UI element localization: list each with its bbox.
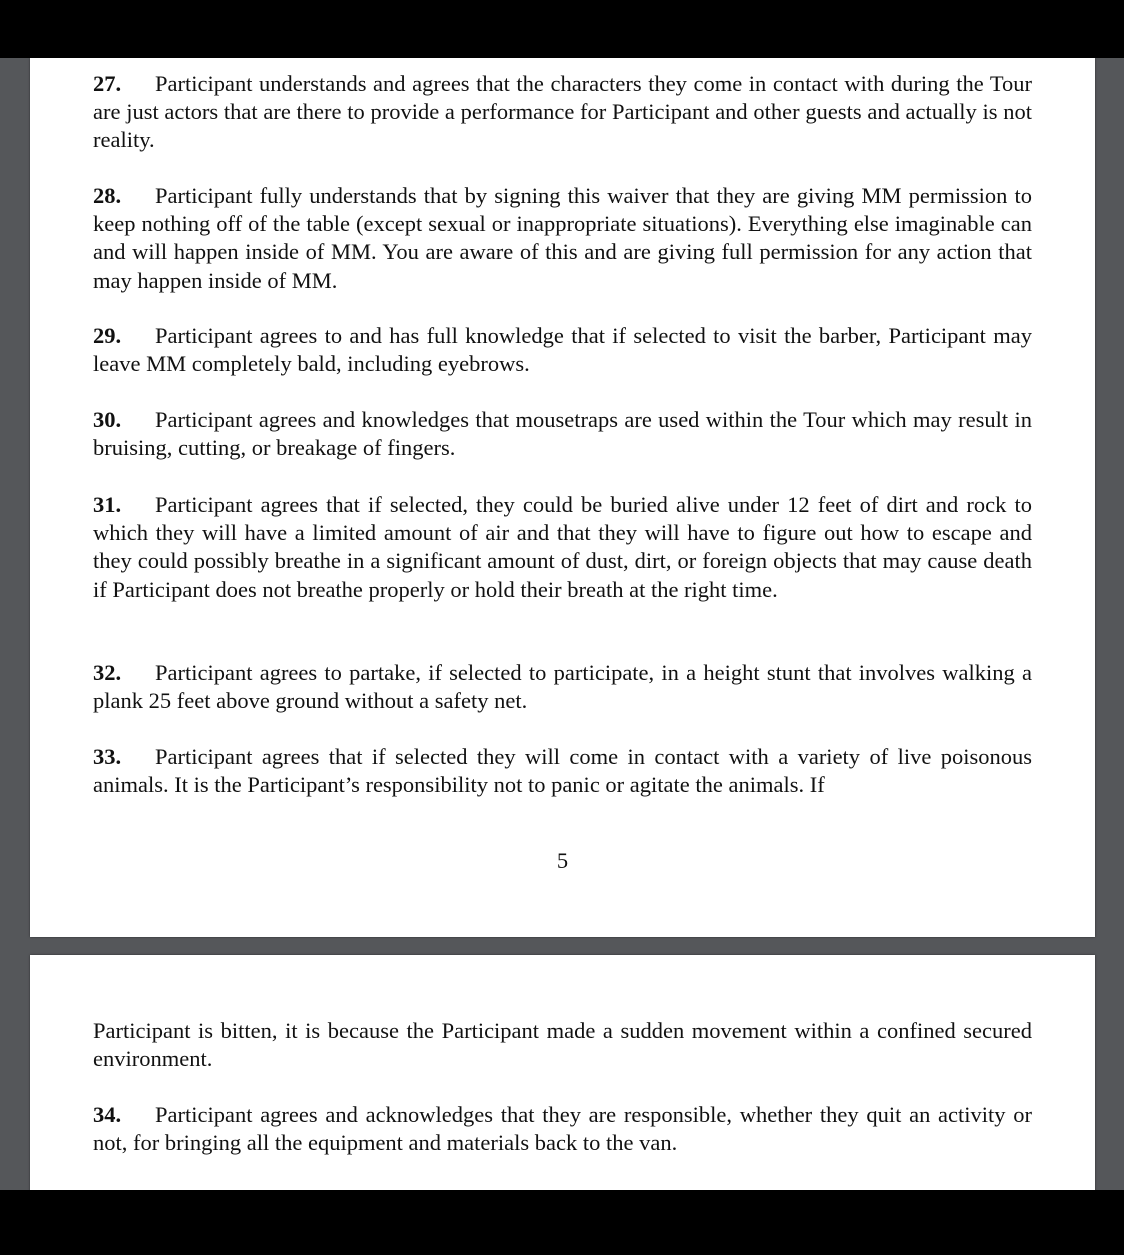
paragraph-number: 33.: [93, 744, 122, 769]
paragraph-30: [93, 406, 1032, 462]
document-viewer[interactable]: [0, 58, 1124, 1190]
paragraph-number: 28.: [93, 183, 122, 208]
paragraph-number: 27.: [93, 71, 122, 96]
paragraph-29: [93, 322, 1032, 378]
paragraph-28: [93, 182, 1032, 295]
paragraph-text: Participant agrees to and has full knowledge that if selected to visit the barber, Participant may leave MM completely bald, including eyebrows.: [93, 323, 1032, 377]
page-6: [30, 955, 1095, 1190]
paragraph-33: [93, 743, 1032, 799]
paragraph-text: Participant fully understands that by signing this waiver that they are giving MM permission to keep nothing off of the table (except sexual or inappropriate situations). Everything else imaginable can and will happen inside of MM. You are aware of this and are giving full permission for any action that may happen inside of MM.: [93, 183, 1032, 293]
paragraph-27: [93, 70, 1032, 155]
page-5: [30, 58, 1095, 937]
paragraph-31: [93, 491, 1032, 604]
paragraph-text: Participant agrees and knowledges that mousetraps are used within the Tour which may result in bruising, cutting, or breakage of fingers.: [93, 407, 1032, 461]
paragraph-number: 32.: [93, 660, 122, 685]
paragraph-33-continuation: Participant is bitten, it is because the Participant made a sudden movement within a confined secured environment.: [93, 1018, 1032, 1072]
paragraph-text: Participant understands and agrees that the characters they come in contact with during the Tour are just actors that are there to provide a performance for Participant and other guests and actually is not reality.: [93, 71, 1032, 153]
page-number: 5: [556, 848, 569, 873]
paragraph-32: [93, 659, 1032, 715]
paragraph-number: 29.: [93, 323, 122, 348]
bottom-bar: [0, 1190, 1124, 1255]
paragraph-34: [93, 1101, 1032, 1157]
paragraph-text: Participant agrees and acknowledges that they are responsible, whether they quit an activity or not, for bringing all the equipment and materials back to the van.: [93, 1102, 1032, 1156]
paragraph-number: 31.: [93, 492, 122, 517]
paragraph-number: 34.: [93, 1102, 122, 1127]
paragraph-text: Participant agrees that if selected, they could be buried alive under 12 feet of dirt and rock to which they will have a limited amount of air and that they will have to figure out how to escape and they could possibly breathe in a significant amount of dust, dirt, or foreign objects that may cause death if Participant does not breathe properly or hold their breath at the right time.: [93, 492, 1032, 602]
paragraph-text: Participant agrees to partake, if selected to participate, in a height stunt that involves walking a plank 25 feet above ground without a safety net.: [93, 660, 1032, 714]
paragraph-number: 30.: [93, 407, 122, 432]
paragraph-text: Participant agrees that if selected they will come in contact with a variety of live poisonous animals. It is the Participant’s responsibility not to panic or agitate the animals. If: [93, 744, 1032, 798]
top-bar: [0, 0, 1124, 58]
